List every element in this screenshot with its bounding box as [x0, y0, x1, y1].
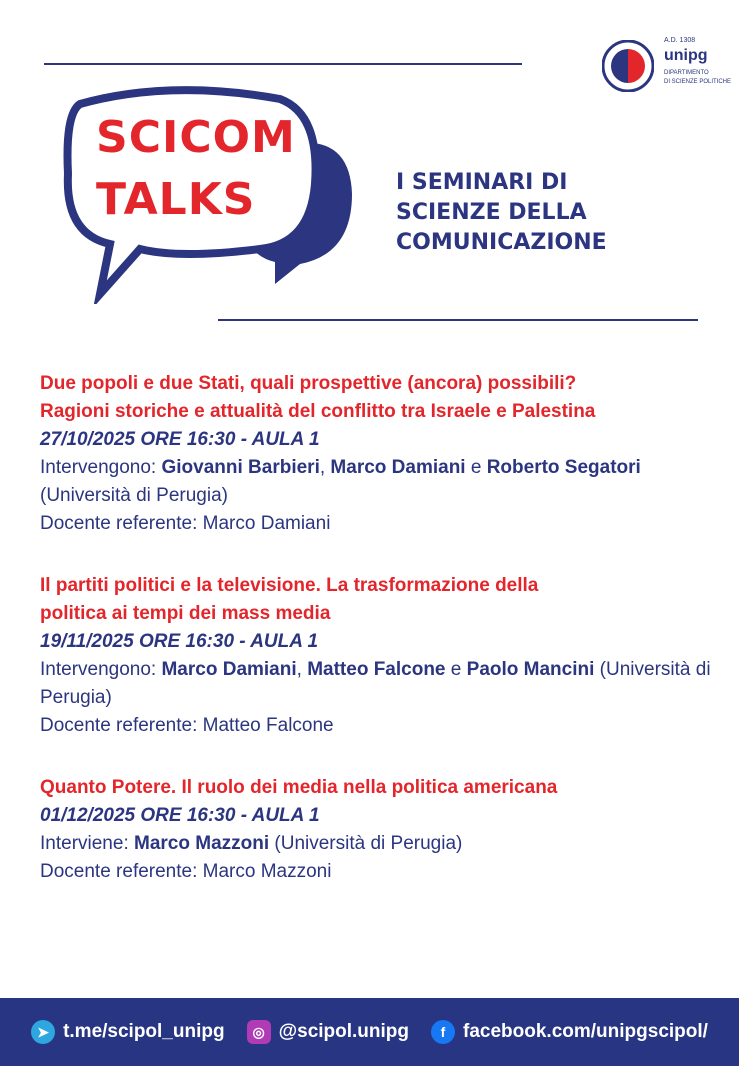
seminar-event	[40, 572, 720, 740]
speaker-name: Giovanni Barbieri	[161, 457, 320, 478]
event-title: Il partiti politici e la televisione. La trasformazione della	[40, 575, 539, 596]
speaker-text: Intervengono:	[40, 659, 162, 680]
event-referent: Docente referente: Marco Mazzoni	[40, 861, 332, 882]
speaker-text: (Università di Perugia)	[40, 659, 711, 708]
instagram-icon: ◎	[247, 1020, 271, 1044]
event-list	[40, 370, 720, 886]
university-year: A.D. 1308	[664, 37, 696, 44]
department-line: DI SCIENZE POLITICHE	[664, 79, 732, 85]
logo-scicom: SCICOM	[96, 112, 296, 163]
department-line: DIPARTIMENTO	[664, 70, 709, 76]
social-label: @scipol.unipg	[278, 1021, 410, 1042]
subtitle-line: I SEMINARI DI	[396, 170, 568, 195]
subtitle-line: SCIENZE DELLA	[396, 200, 587, 225]
speaker-name: Roberto Segatori	[486, 457, 641, 478]
seminar-event	[40, 370, 720, 538]
event-date: 19/11/2025 ORE 16:30 - AULA 1	[40, 631, 319, 652]
speaker-text: (Università di Perugia)	[40, 485, 228, 506]
speaker-name: Matteo Falcone	[307, 659, 446, 680]
social-link[interactable]	[431, 1020, 708, 1044]
social-label: t.me/scipol_unipg	[63, 1021, 225, 1042]
event-title: Due popoli e due Stati, quali prospettive (ancora) possibili?	[40, 373, 577, 394]
telegram-icon: ➤	[31, 1020, 55, 1044]
event-title: politica ai tempi dei mass media	[40, 603, 331, 624]
seminar-event	[40, 774, 720, 886]
speaker-text: e	[465, 457, 487, 478]
social-label: facebook.com/unipgscipol/	[463, 1021, 708, 1042]
event-speakers	[40, 830, 720, 858]
speaker-name: Marco Damiani	[161, 659, 297, 680]
university-seal-icon	[602, 40, 654, 92]
event-speakers	[40, 454, 720, 510]
speaker-name: Paolo Mancini	[466, 659, 595, 680]
event-referent: Docente referente: Matteo Falcone	[40, 715, 334, 736]
speaker-name: Marco Mazzoni	[134, 833, 270, 854]
bottom-rule	[218, 319, 698, 321]
subtitle	[396, 168, 607, 258]
speaker-text: (Università di Perugia)	[269, 833, 463, 854]
event-date: 27/10/2025 ORE 16:30 - AULA 1	[40, 429, 320, 450]
university-name: unipg	[664, 47, 708, 64]
facebook-icon: f	[431, 1020, 455, 1044]
department-name	[664, 69, 731, 87]
speaker-text: Intervengono:	[40, 457, 162, 478]
logo-talks: TALKS	[96, 174, 256, 225]
social-link[interactable]	[31, 1020, 225, 1044]
event-title: Ragioni storiche e attualità del conflitto tra Israele e Palestina	[40, 401, 596, 422]
social-link[interactable]	[247, 1020, 409, 1044]
event-speakers	[40, 656, 720, 712]
subtitle-line: COMUNICAZIONE	[396, 230, 607, 255]
speaker-name: Marco Damiani	[330, 457, 466, 478]
event-date: 01/12/2025 ORE 16:30 - AULA 1	[40, 805, 320, 826]
event-title: Quanto Potere. Il ruolo dei media nella politica americana	[40, 777, 558, 798]
speaker-text: Interviene:	[40, 833, 134, 854]
top-rule	[44, 63, 522, 65]
speaker-text: ,	[296, 659, 308, 680]
university-logo	[602, 36, 732, 96]
footer	[0, 998, 739, 1066]
speaker-text: e	[445, 659, 467, 680]
speaker-text: ,	[319, 457, 331, 478]
event-referent: Docente referente: Marco Damiani	[40, 513, 331, 534]
